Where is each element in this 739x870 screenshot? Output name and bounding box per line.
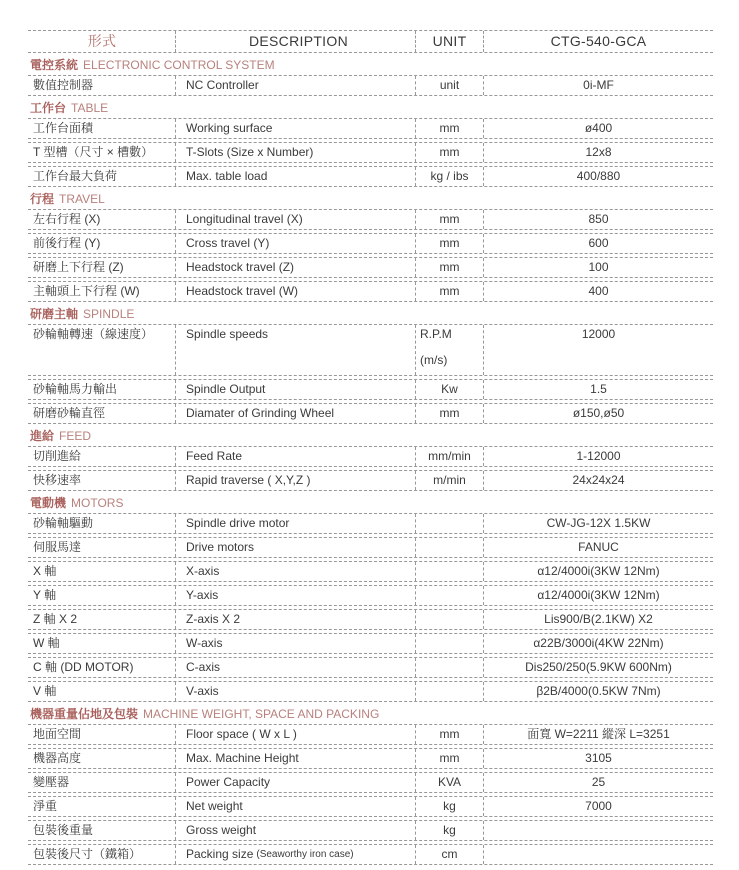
row-description (175, 514, 415, 533)
row-value: α12/4000i(3KW 12Nm) (483, 562, 713, 581)
table-row (28, 118, 713, 139)
row-value: α22B/3000i(4KW 22Nm) (483, 634, 713, 653)
row-unit (415, 538, 483, 557)
row-unit (415, 514, 483, 533)
row-value (483, 821, 713, 840)
row-unit (415, 797, 483, 816)
unit-text: Kw (441, 382, 458, 396)
description-text: Longitudinal travel (X) (186, 212, 303, 226)
section-title (30, 705, 713, 723)
unit-text: m/min (433, 473, 466, 487)
unit-text: kg / ibs (430, 169, 469, 183)
table-row (28, 561, 713, 582)
row-description (175, 258, 415, 277)
row-description (175, 447, 415, 466)
row-label-zh: 地面空間 (33, 727, 82, 741)
row-description (175, 610, 415, 629)
row-label-zh: T 型槽（尺寸 × 槽數） (33, 145, 154, 159)
unit-text: mm (439, 727, 460, 741)
row-value: 600 (483, 234, 713, 253)
row-label-zh: 研磨上下行程 (Z) (33, 260, 124, 274)
description-text: Cross travel (Y) (186, 236, 270, 250)
row-description (175, 76, 415, 95)
row-unit (415, 210, 483, 229)
row-label-zh: 左右行程 (X) (33, 212, 101, 226)
row-value: 1.5 (483, 380, 713, 399)
unit-text: kg (443, 823, 456, 837)
row-label-zh: 淨重 (33, 799, 58, 813)
table-row (28, 470, 713, 491)
row-unit (415, 749, 483, 768)
table-row (28, 609, 713, 630)
section-title (30, 99, 713, 117)
row-label-zh: 數值控制器 (33, 78, 94, 92)
spec-table (28, 30, 713, 868)
row-description (175, 380, 415, 399)
row-value: Dis250/250(5.9KW 600Nm) (483, 658, 713, 677)
row-value: 400/880 (483, 167, 713, 186)
row-unit (415, 821, 483, 840)
table-row (28, 513, 713, 534)
table-row (28, 142, 713, 163)
description-text: Spindle Output (186, 382, 266, 396)
row-unit (415, 404, 483, 423)
row-description (175, 167, 415, 186)
row-description (175, 404, 415, 423)
unit-text: mm (439, 212, 460, 226)
row-unit (415, 167, 483, 186)
row-description (175, 658, 415, 677)
row-label-zh: 研磨砂輪直徑 (33, 406, 106, 420)
description-text: NC Controller (186, 78, 259, 92)
row-value: CW-JG-12X 1.5KW (483, 514, 713, 533)
table-header-row (28, 30, 713, 53)
row-description (175, 210, 415, 229)
row-value: 100 (483, 258, 713, 277)
row-label-zh: 砂輪軸轉速（線速度） (33, 327, 154, 341)
section-title-en: FEED (59, 429, 92, 443)
section-title-zh: 電控系統 (30, 58, 79, 72)
table-row (28, 585, 713, 606)
description-text: Gross weight (186, 823, 257, 837)
unit-text: unit (439, 78, 460, 92)
header-description: DESCRIPTION (175, 31, 415, 52)
row-value: ø150,ø50 (483, 404, 713, 423)
table-row (28, 844, 713, 865)
row-label-zh: 快移速率 (33, 473, 82, 487)
table-row (28, 446, 713, 467)
unit-text: R.P.M (420, 327, 452, 341)
row-unit (415, 586, 483, 605)
row-unit (415, 234, 483, 253)
description-text: W-axis (186, 636, 223, 650)
description-text: T-Slots (Size x Number) (186, 145, 314, 159)
row-unit (415, 380, 483, 399)
section-title-zh: 電動機 (30, 496, 67, 510)
unit-text: mm (439, 236, 460, 250)
description-text: Power Capacity (186, 775, 271, 789)
row-unit (415, 773, 483, 792)
row-unit (415, 325, 483, 375)
row-label-zh: 工作台面積 (33, 121, 94, 135)
row-label-zh: X 軸 (33, 564, 57, 578)
row-label-zh: 砂輪軸驅動 (33, 516, 94, 530)
row-unit (415, 682, 483, 701)
description-text: Floor space ( W x L ) (186, 727, 297, 741)
section-title (30, 494, 713, 512)
description-text: Packing size (186, 847, 254, 861)
row-description (175, 471, 415, 490)
description-text: Headstock travel (W) (186, 284, 299, 298)
table-row (28, 324, 713, 376)
row-label-zh: 主軸頭上下行程 (W) (33, 284, 140, 298)
row-value: FANUC (483, 538, 713, 557)
description-text: Rapid traverse ( X,Y,Z ) (186, 473, 311, 487)
description-text: Working surface (186, 121, 273, 135)
section-title-en: SPINDLE (83, 307, 135, 321)
description-text: Spindle speeds (186, 327, 269, 341)
table-row (28, 209, 713, 230)
row-label-zh: C 軸 (DD MOTOR) (33, 660, 134, 674)
row-label-zh: 砂輪軸馬力輸出 (33, 382, 118, 396)
unit-text: mm (439, 260, 460, 274)
header-model: CTG-540-GCA (483, 31, 713, 52)
row-value: 25 (483, 773, 713, 792)
row-description (175, 325, 415, 375)
description-text: C-axis (186, 660, 221, 674)
row-unit (415, 282, 483, 301)
description-text: Spindle drive motor (186, 516, 290, 530)
table-row (28, 233, 713, 254)
row-value: 3105 (483, 749, 713, 768)
table-row (28, 724, 713, 745)
description-text: V-axis (186, 684, 219, 698)
table-row (28, 657, 713, 678)
section-title (30, 305, 713, 323)
table-row (28, 257, 713, 278)
description-text: Net weight (186, 799, 243, 813)
row-value: 24x24x24 (483, 471, 713, 490)
row-description (175, 749, 415, 768)
table-row (28, 281, 713, 302)
table-row (28, 166, 713, 187)
description-text: X-axis (186, 564, 220, 578)
row-value (483, 845, 713, 864)
row-unit (415, 447, 483, 466)
table-row (28, 537, 713, 558)
section-title (30, 190, 713, 208)
description-text: Max. table load (186, 169, 268, 183)
table-row (28, 633, 713, 654)
row-label-zh: 包裝後尺寸（鐵箱） (33, 847, 142, 861)
row-description (175, 773, 415, 792)
row-description (175, 682, 415, 701)
description-text: Diamater of Grinding Wheel (186, 406, 335, 420)
row-unit (415, 143, 483, 162)
unit-text: cm (441, 847, 458, 861)
header-type: 形式 (87, 33, 117, 49)
row-label-zh: W 軸 (33, 636, 60, 650)
row-description (175, 634, 415, 653)
row-label-zh: Y 軸 (33, 588, 57, 602)
description-text: Headstock travel (Z) (186, 260, 295, 274)
section-title-zh: 研磨主軸 (30, 307, 79, 321)
row-description (175, 821, 415, 840)
description-text: Y-axis (186, 588, 219, 602)
section-title-zh: 行程 (30, 192, 55, 206)
row-label-zh: 伺服馬達 (33, 540, 82, 554)
row-unit (415, 634, 483, 653)
section-title-zh: 機器重量佔地及包裝 (30, 707, 139, 721)
row-value: 12000 (483, 325, 713, 375)
row-label-zh: 切削進給 (33, 449, 82, 463)
unit-text: mm (439, 284, 460, 298)
section-title-en: ELECTRONIC CONTROL SYSTEM (83, 58, 275, 72)
section-title-zh: 工作台 (30, 101, 67, 115)
row-value: ø400 (483, 119, 713, 138)
row-value: α12/4000i(3KW 12Nm) (483, 586, 713, 605)
unit-text: mm (439, 145, 460, 159)
row-unit (415, 610, 483, 629)
row-unit (415, 76, 483, 95)
row-value: 7000 (483, 797, 713, 816)
row-value: 12x8 (483, 143, 713, 162)
description-text: Z-axis X 2 (186, 612, 241, 626)
row-description (175, 586, 415, 605)
row-description (175, 538, 415, 557)
row-label-zh: Z 軸 X 2 (33, 612, 78, 626)
section-title-en: MACHINE WEIGHT, SPACE AND PACKING (143, 707, 380, 721)
row-description (175, 725, 415, 744)
row-value: β2B/4000(0.5KW 7Nm) (483, 682, 713, 701)
row-description (175, 562, 415, 581)
row-description (175, 119, 415, 138)
unit-text: mm (439, 406, 460, 420)
row-label-zh: 變壓器 (33, 775, 70, 789)
row-unit (415, 471, 483, 490)
row-unit (415, 658, 483, 677)
section-title-en: TABLE (71, 101, 109, 115)
row-value: 1-12000 (483, 447, 713, 466)
row-label-zh: 工作台最大負荷 (33, 169, 118, 183)
section-title-en: TRAVEL (59, 192, 105, 206)
unit-text: KVA (437, 775, 462, 789)
description-subtext: (Seaworthy iron case) (256, 849, 354, 860)
section-title (30, 56, 713, 74)
description-text: Max. Machine Height (186, 751, 299, 765)
header-unit: UNIT (415, 31, 483, 52)
unit-text-2: (m/s) (420, 353, 448, 367)
description-text: Feed Rate (186, 449, 243, 463)
row-unit (415, 258, 483, 277)
unit-text: mm (439, 751, 460, 765)
row-label-zh: 前後行程 (Y) (33, 236, 101, 250)
row-label-zh: 包裝後重量 (33, 823, 94, 837)
row-unit (415, 845, 483, 864)
row-value: 850 (483, 210, 713, 229)
table-row (28, 820, 713, 841)
row-label-zh: 機器高度 (33, 751, 82, 765)
section-title-zh: 進給 (30, 429, 55, 443)
row-description (175, 845, 415, 864)
row-label-zh: V 軸 (33, 684, 57, 698)
row-description (175, 143, 415, 162)
table-row (28, 796, 713, 817)
table-row (28, 379, 713, 400)
table-row (28, 75, 713, 96)
section-title-en: MOTORS (71, 496, 124, 510)
row-unit (415, 119, 483, 138)
section-title (30, 427, 713, 445)
unit-text: mm (439, 121, 460, 135)
row-description (175, 234, 415, 253)
unit-text: mm/min (428, 449, 471, 463)
row-value: 0i-MF (483, 76, 713, 95)
table-row (28, 403, 713, 424)
row-unit (415, 725, 483, 744)
row-value: 面寬 W=2211 縱深 L=3251 (483, 725, 713, 744)
row-description (175, 282, 415, 301)
table-row (28, 748, 713, 769)
unit-text: kg (443, 799, 456, 813)
table-row (28, 681, 713, 702)
table-row (28, 772, 713, 793)
description-text: Drive motors (186, 540, 255, 554)
row-value: Lis900/B(2.1KW) X2 (483, 610, 713, 629)
row-value: 400 (483, 282, 713, 301)
row-description (175, 797, 415, 816)
row-unit (415, 562, 483, 581)
